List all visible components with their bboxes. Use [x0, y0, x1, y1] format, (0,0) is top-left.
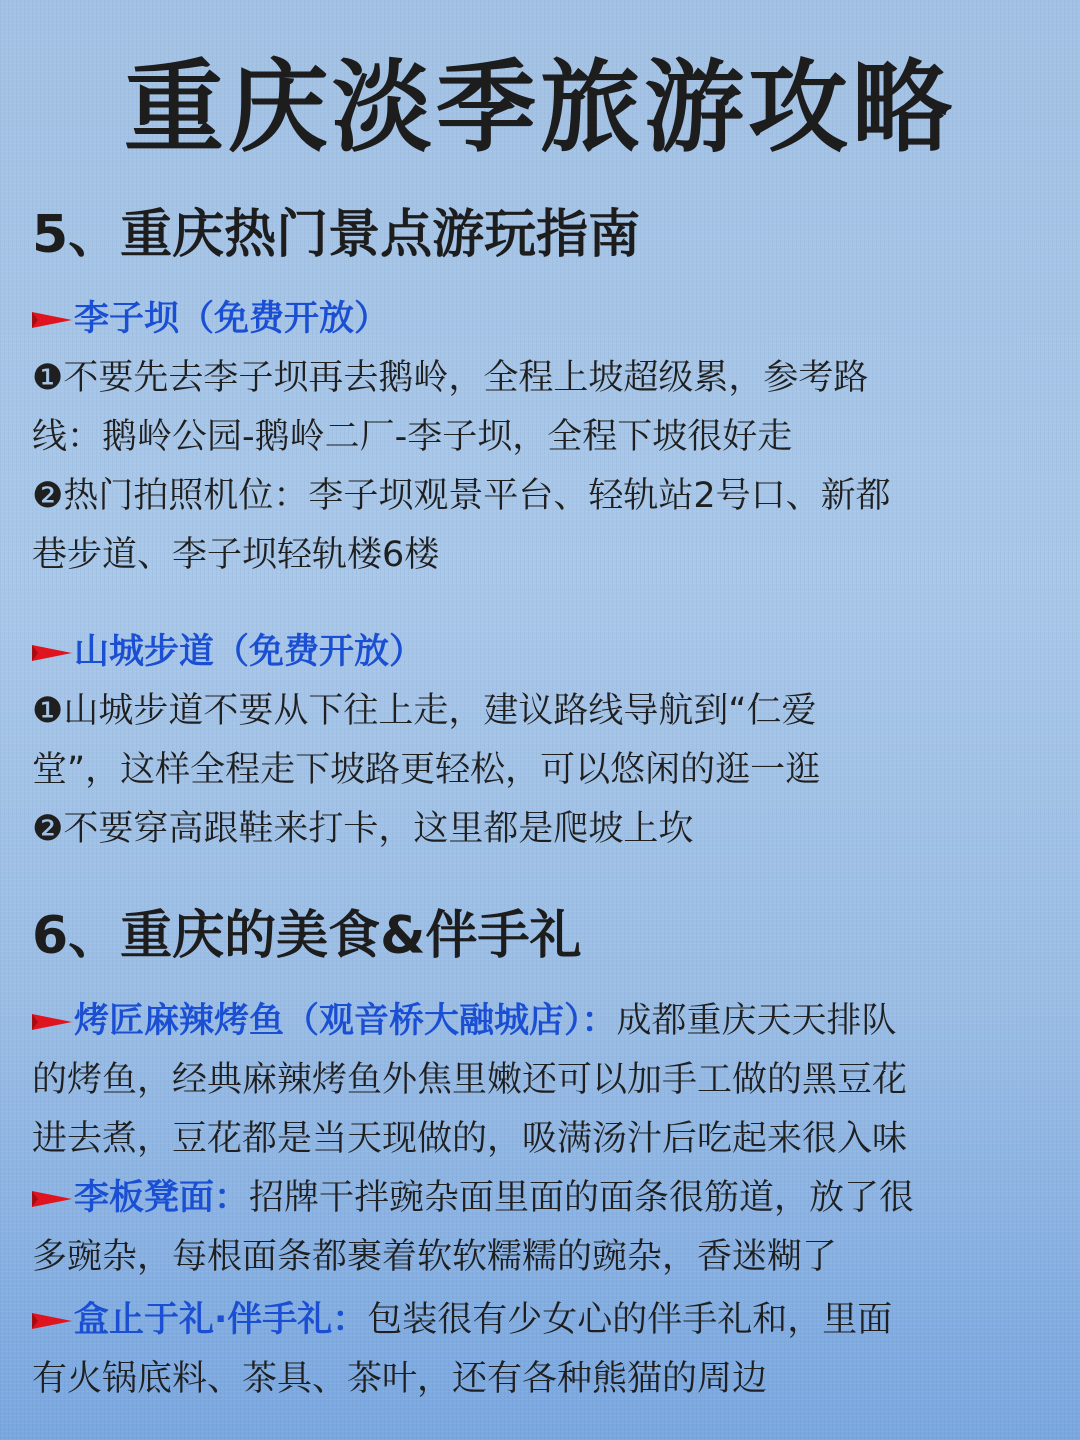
entry-liban-title-line [32, 1169, 1042, 1228]
entry-kaojiang-line-3: 进去煮，豆花都是当天现做的，吸满汤汁后吃起来很入味 [32, 1119, 908, 1159]
entry-kaojiang [32, 992, 1042, 1169]
entry-liziba-line-3: ❷热门拍照机位：李子坝观景平台、轻轨站2号口、新都 [32, 476, 891, 516]
red-flag-icon [32, 639, 72, 667]
entry-liban-first-line: 招牌干拌豌杂面里面的面条很筋道，放了很 [249, 1178, 915, 1218]
entry-liban [32, 1169, 1042, 1287]
entry-liziba-line-4: 巷步道、李子坝轻轨楼6楼 [32, 535, 440, 575]
entry-liziba [32, 290, 1042, 585]
red-flag-icon [32, 1185, 72, 1213]
entry-hezhi [32, 1291, 1042, 1409]
entry-shancheng-title-line [32, 623, 1042, 682]
entry-shancheng-title: 山城步道（免费开放） [74, 632, 425, 672]
entry-hezhi-line-2: 有火锅底料、茶具、茶叶，还有各种熊猫的周边 [32, 1359, 768, 1399]
section-6-heading: 6、重庆的美食&伴手礼 [32, 906, 582, 966]
entry-liban-title: 李板凳面： [74, 1178, 250, 1218]
section-5-heading: 5、重庆热门景点游玩指南 [32, 205, 641, 265]
entry-liziba-title: 李子坝（免费开放） [74, 299, 390, 339]
entry-shancheng-line-3: ❷不要穿高跟鞋来打卡，这里都是爬坡上坎 [32, 809, 694, 849]
entry-hezhi-title-line [32, 1291, 1042, 1350]
red-flag-icon [32, 1307, 72, 1335]
entry-kaojiang-title: 烤匠麻辣烤鱼（观音桥大融城店）： [74, 1001, 617, 1041]
entry-liziba-line-2: 线：鹅岭公园-鹅岭二厂-李子坝，全程下坡很好走 [32, 417, 793, 457]
entry-shancheng [32, 623, 1042, 859]
entry-liziba-line-1: ❶不要先去李子坝再去鹅岭，全程上坡超级累，参考路 [32, 358, 869, 398]
red-flag-icon [32, 306, 72, 334]
entry-hezhi-first-line: 包装很有少女心的伴手礼和，里面 [367, 1300, 893, 1340]
entry-shancheng-line-1: ❶山城步道不要从下往上走，建议路线导航到“仁爱 [32, 691, 817, 731]
entry-kaojiang-title-line [32, 992, 1042, 1051]
entry-liziba-title-line [32, 290, 1042, 349]
page-title: 重庆淡季旅游攻略 [124, 49, 956, 166]
entry-liban-line-2: 多豌杂，每根面条都裹着软软糯糯的豌杂，香迷糊了 [32, 1237, 838, 1277]
entry-hezhi-title: 盒止于礼·伴手礼： [74, 1300, 368, 1340]
red-flag-icon [32, 1008, 72, 1036]
entry-shancheng-line-2: 堂”，这样全程走下坡路更轻松，可以悠闲的逛一逛 [32, 750, 821, 790]
entry-kaojiang-line-2: 的烤鱼，经典麻辣烤鱼外焦里嫩还可以加手工做的黑豆花 [32, 1060, 908, 1100]
entry-kaojiang-first-line: 成都重庆天天排队 [616, 1001, 897, 1041]
